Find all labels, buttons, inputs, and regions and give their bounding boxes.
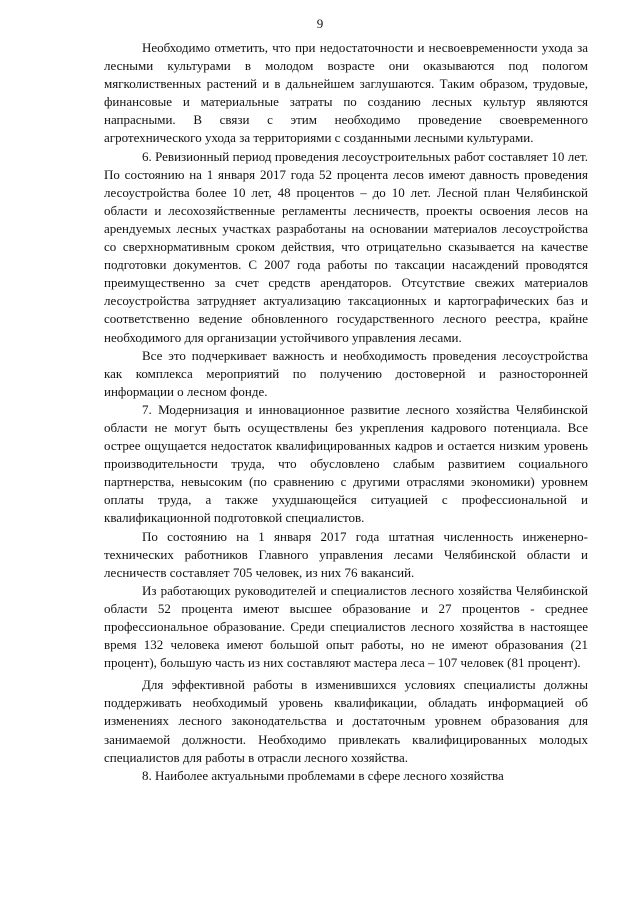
- paragraph-vazhnost-lesoustroistva: Все это подчеркивает важность и необходимость проведения лесоустройства как комплекса мероприятий по получению достоверной и разносторонней информации о лесном фонде.: [104, 347, 588, 399]
- paragraph-shtatnaya-chislennost: По состоянию на 1 января 2017 года штатная численность инженерно-технических работников Главного управления лесами Челябинской области и лесничеств составляет 705 человек, из них 76 вакансий.: [104, 528, 588, 580]
- paragraph-obrazovanie-spetsialistov: Из работающих руководителей и специалистов лесного хозяйства Челябинской области 52 процента имеют высшее образование и 27 процентов - среднее профессиональное образование. Среди специалистов лесного хозяйства в настоящее время 132 человека имеют большой опыт работы, но не имеют образования (21 процент), большую часть из них составляют мастера леса – 107 человек (81 процент).: [104, 582, 588, 671]
- paragraph-kvalifikatsiya: Для эффективной работы в изменившихся условиях специалисты должны поддерживать необходимый уровень квалификации, обладать информацией об изменениях лесного законодательства и достаточным уровнем образования для занимаемой должности. Необходимо привлекать квалифицированных молодых специалистов для работы в отрасли лесного хозяйства.: [104, 677, 588, 765]
- paragraph-lesnye-kultury: Необходимо отметить, что при недостаточности и несвоевременности ухода за лесными культурами в молодом возрасте они оказываются под пологом мягколиственных растений и в дальнейшем заглушаются. Таким образом, трудовые, финансовые и материальные затраты по созданию лесных культур являются напрасными. В связи с этим необходимо проведение своевременного агротехнического ухода за территориями с созданными лесными культурами.: [104, 40, 588, 146]
- paragraph-8-aktualnye-problemy: 8. Наиболее актуальными проблемами в сфере лесного хозяйства: [142, 767, 504, 783]
- page-number: 9: [316, 16, 324, 31]
- paragraph-6-lesoustroistvo: 6. Ревизионный период проведения лесоустроительных работ составляет 10 лет. По состоянию на 1 января 2017 года 52 процента лесов имеют давность проведения лесоустройства более 10 лет, 48 процентов – до 10 лет. Лесной план Челябинской области и лесохозяйственные регламенты лесничеств, проекты освоения лесов на арендуемых лесных участках разработаны на основании материалов лесоустройства со сверхнормативным сроком действия, что отрицательно сказывается на качестве подготовки документов. С 2007 года работы по таксации насаждений проводятся преимущественно за счет средств арендаторов. Отсутствие свежих материалов лесоустройства затрудняет актуализацию таксационных и картографических баз и соответственно ведение обновленного государственного лесного реестра, крайне необходимого для организации устойчивого управления лесами.: [104, 148, 588, 345]
- paragraph-7-kadrovyi-potentsial: 7. Модернизация и инновационное развитие лесного хозяйства Челябинской области не могут быть осуществлены без укрепления кадрового потенциала. Все острее ощущается недостаток квалифицированных кадров и остается низким уровень производительности труда, что обусловлено слабым развитием социального партнерства, невысоким (по сравнению с другими отраслями экономики) уровнем оплаты труда, а также ухудшающейся ситуацией с профессиональной и квалификационной подготовкой специалистов.: [104, 401, 588, 526]
- document-body: [104, 39, 588, 785]
